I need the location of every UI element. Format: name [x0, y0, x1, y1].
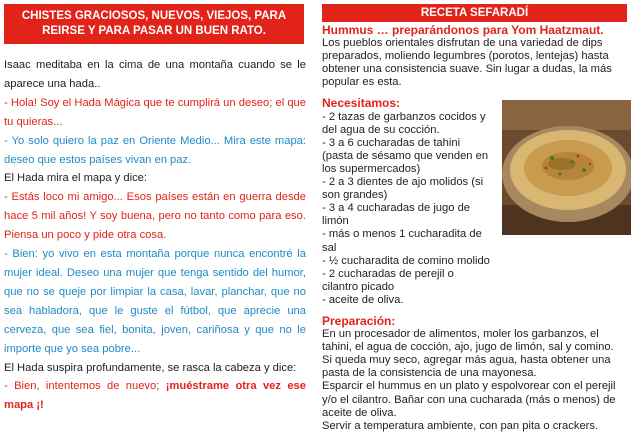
- jokes-banner-line-1: CHISTES GRACIOSOS, NUEVOS, VIEJOS, PARA: [21, 10, 287, 22]
- preparation-step: Si queda muy seco, agregar más agua, hasta obtener una pasta de la consistencia de una mayonesa.: [322, 354, 611, 380]
- ingredient-item: - 2 tazas de garbanzos cocidos y del agua de su cocción.: [322, 110, 486, 136]
- ingredient-item: - 2 cucharadas de perejil o cilantro picado: [322, 267, 454, 293]
- fairy-line-3: [4, 377, 306, 415]
- fairy-line-2: - Estás loco mi amigo... Esos países están en guerra desde hace 5 mil años! Y soy buena, pero no tanto como para eso. Piensa un poco y pide otra cosa.: [4, 191, 306, 242]
- preparation-step: Esparcir el hummus en un plato y espolvorear con el perejil y/o el cilantro. Bañar con una cucharada (más o menos) de aceite de oliva.: [322, 380, 616, 419]
- recipe-intro: Los pueblos orientales disfrutan de una variedad de dips preparados, moliendo legumbres (porotos, lentejas) hasta obtener una consistencia suave. Sin lugar a dudas, la más popular es esta.: [322, 37, 612, 89]
- story-paragraph-1: Isaac meditaba en la cima de una montaña cuando se le aparece una hada..: [4, 59, 306, 90]
- isaac-line-2: - Bien: yo vivo en esta montaña porque nunca encontré la mujer ideal. Deseo una mujer que tenga sentido del humor, que no se queje por limpiar la casa, lavar, planchar, que no sea habladora, que le guste el fútbol, que aprecie una cerveza, que sea fiel, bonita, joven, cariñosa y que no le importe que yo sea pobre...: [4, 248, 306, 355]
- recipe-body: [322, 24, 627, 433]
- recipe-banner: RECETA SEFARADÍ: [322, 4, 627, 22]
- recipe-column: [318, 0, 631, 436]
- preparation-step: Servir a temperatura ambiente, con pan pita o crackers.: [322, 419, 599, 432]
- preparation-heading: Preparación:: [322, 313, 396, 328]
- ingredient-item: - 3 a 6 cucharadas de tahini (pasta de sésamo que venden en los supermercados): [322, 136, 489, 175]
- fairy-line-1: - Hola! Soy el Hada Mágica que te cumplirá un deseo; el que tu quieras...: [4, 96, 306, 128]
- ingredient-item: - aceite de oliva.: [322, 293, 404, 306]
- ingredient-item: - 3 a 4 cucharadas de jugo de limón: [322, 202, 471, 228]
- preparation-step: En un procesador de alimentos, moler los garbanzos, el tahini, el agua de cocción, ajo, jugo de limón, sal y comino.: [322, 328, 614, 354]
- jokes-banner: [4, 4, 304, 44]
- story-paragraph-2: El Hada mira el mapa y dice:: [4, 172, 148, 185]
- ingredient-item: - ½ cucharadita de comino molido: [322, 254, 490, 267]
- recipe-title: Hummus … preparándonos para Yom Haatzmaut.: [322, 23, 604, 37]
- ingredient-list: [322, 111, 492, 307]
- joke-column: [0, 0, 310, 436]
- story-paragraph-3: El Hada suspira profundamente, se rasca la cabeza y dice:: [4, 361, 297, 374]
- isaac-line-1: - Yo solo quiero la paz en Oriente Medio... Mira este mapa: deseo que estos países vivan en paz.: [4, 134, 306, 166]
- ingredient-item: - 2 a 3 dientes de ajo molidos (si son grandes): [322, 176, 484, 202]
- ingredients-heading: Necesitamos:: [322, 96, 401, 111]
- ingredient-item: - más o menos 1 cucharadita de sal: [322, 228, 482, 254]
- fairy-line-3-start: - Bien, intentemos de nuevo;: [4, 380, 166, 393]
- joke-story: [4, 56, 306, 415]
- jokes-banner-line-2: REIRSE Y PARA PASAR UN BUEN RATO.: [42, 25, 266, 37]
- punchline: ¡muéstrame otra vez ese mapa ¡!: [4, 380, 306, 412]
